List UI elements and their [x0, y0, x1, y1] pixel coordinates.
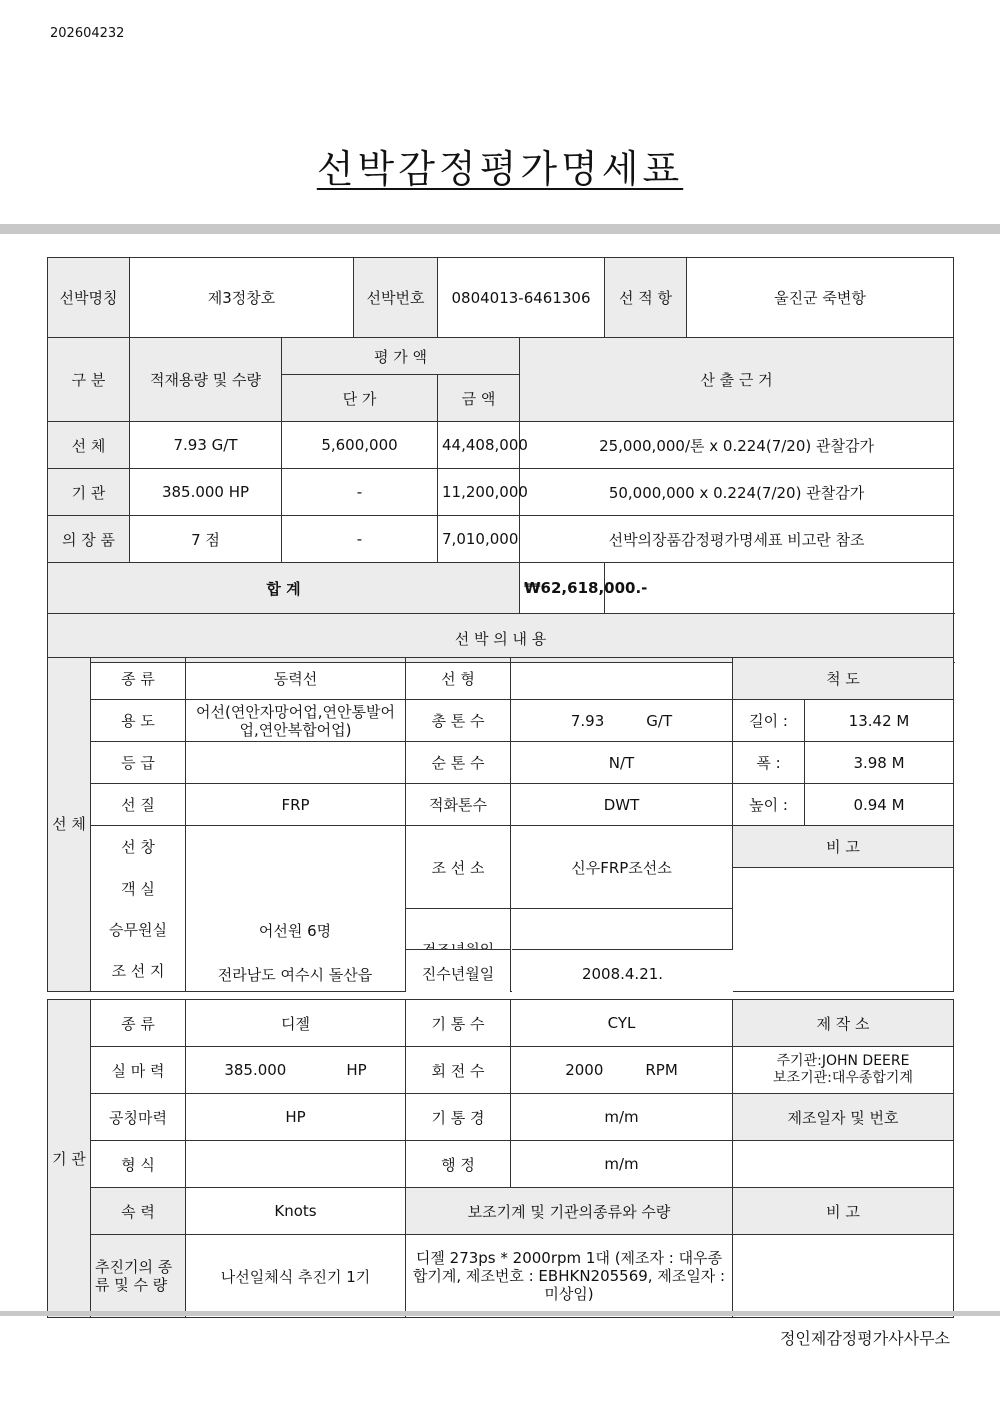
- vessel-number: 0804013-6461306: [438, 258, 605, 338]
- dwt-label: 적화톤수: [406, 784, 511, 826]
- hull-material: FRP: [186, 784, 406, 826]
- home-port-label: 선 적 항: [605, 258, 687, 338]
- cylinders-label: 기 통 수: [406, 1000, 511, 1047]
- maker: [733, 1047, 954, 1094]
- hull-form: [511, 658, 733, 700]
- dwt-unit: DWT: [603, 795, 640, 814]
- basis-header: 산 출 근 거: [520, 338, 954, 422]
- hull-form-label: 선 형: [406, 658, 511, 700]
- row-unit-price: 5,600,000: [282, 422, 438, 469]
- bore-unit: m/m: [604, 1108, 639, 1126]
- table-row: [48, 516, 954, 563]
- speed-unit: Knots: [274, 1202, 317, 1220]
- engine-type: 디젤: [186, 1000, 406, 1047]
- vessel-details-table: [47, 657, 954, 992]
- unit-price-header: 단 가: [282, 375, 438, 422]
- engine-remarks-label: 비 고: [733, 1188, 954, 1235]
- value-header: 평 가 액: [282, 338, 520, 375]
- hull-remarks: [733, 868, 954, 992]
- aux-machinery: 디젤 273ps * 2000rpm 1대 (제조자 : 대우종합기계, 제조번호 : EBHKN205569, 제조일자 : 미상임): [406, 1235, 733, 1318]
- gross-tonnage: [511, 700, 733, 742]
- nominal-power-unit: HP: [285, 1108, 306, 1126]
- cylinders-unit: CYL: [607, 1014, 636, 1032]
- row-label: 선 체: [48, 422, 130, 469]
- actual-power-unit: HP: [346, 1061, 367, 1079]
- engine-model: [186, 1141, 406, 1188]
- vessel-name: 제3정창호: [130, 258, 354, 338]
- rpm: [511, 1047, 733, 1094]
- valuation-table: [47, 257, 954, 663]
- hull-material-label: 선 질: [91, 784, 186, 826]
- office-name: 정인제감정평가사사무소: [779, 1329, 950, 1348]
- total-amount: ₩62,618,000.-: [520, 563, 605, 614]
- home-port: 울진군 죽변항: [687, 258, 954, 338]
- speed-label: 속 력: [91, 1188, 186, 1235]
- speed: [186, 1188, 406, 1235]
- hull-section-label: 선 체: [48, 658, 91, 992]
- launch-date: 2008.4.21.: [512, 949, 733, 1000]
- row-amount: 11,200,000: [438, 469, 520, 516]
- width-label: 폭 :: [733, 742, 805, 784]
- crew-quarters-label: 승무원실: [91, 909, 186, 950]
- total-label: 합 계: [48, 563, 520, 614]
- row-basis: 선박의장품감정평가명세표 비고란 참조: [520, 516, 954, 563]
- stroke-label: 행 정: [406, 1141, 511, 1188]
- vessel-number-label: 선박번호: [354, 258, 438, 338]
- hull-remarks-label: 비 고: [733, 826, 954, 868]
- hold-label: 선 창: [91, 826, 186, 868]
- row-capacity: 385.000 HP: [130, 469, 282, 516]
- row-basis: 25,000,000/톤 x 0.224(7/20) 관찰감가: [520, 422, 954, 469]
- height-label: 높이 :: [733, 784, 805, 826]
- hull-grade: [186, 742, 406, 784]
- shipyard-label: 조 선 소: [406, 826, 511, 909]
- maker-label: 제 작 소: [733, 1000, 954, 1047]
- engine-section-label: 기 관: [48, 1000, 91, 1318]
- page-title: 선박감정평가명세표: [316, 147, 684, 191]
- aux-machinery-label: 보조기계 및 기관의종류와 수량: [406, 1188, 733, 1235]
- bore-label: 기 통 경: [406, 1094, 511, 1141]
- table-row: [48, 422, 954, 469]
- dimensions-label: 척 도: [733, 658, 954, 700]
- category-header: 구 분: [48, 338, 130, 422]
- net-tonnage: [511, 742, 733, 784]
- gross-tonnage-value: 7.93: [570, 711, 605, 730]
- propulsion: 나선일체식 추진기 1기: [186, 1235, 406, 1318]
- top-divider: [0, 224, 1000, 234]
- launch-date-label: 진수년월일: [406, 949, 510, 1000]
- details-header: 선 박 의 내 용: [48, 614, 954, 663]
- row-label: 기 관: [48, 469, 130, 516]
- crew-quarters: 어선원 6명: [258, 922, 332, 940]
- build-location-label: 조 선 지: [91, 950, 186, 992]
- manufacture-date-label: 제조일자 및 번호: [733, 1094, 954, 1141]
- row-unit-price: -: [282, 516, 438, 563]
- maker-aux: 보조기관:대우종합기계: [773, 1070, 913, 1086]
- rpm-label: 회 전 수: [406, 1047, 511, 1094]
- build-location: 전라남도 여수시 돌산읍: [217, 966, 373, 984]
- row-amount: 7,010,000: [438, 516, 520, 563]
- engine-remarks: [733, 1235, 954, 1318]
- height: 0.94 M: [805, 784, 954, 826]
- width: 3.98 M: [805, 742, 954, 784]
- cylinders: [511, 1000, 733, 1047]
- shipyard: 신우FRP조선소: [511, 826, 733, 909]
- engine-table: [47, 999, 954, 1318]
- propulsion-label: 추진기의 종 류 및 수 량: [91, 1235, 186, 1318]
- actual-power: [186, 1047, 406, 1094]
- net-tonnage-unit: N/T: [608, 753, 635, 772]
- engine-type-label: 종 류: [91, 1000, 186, 1047]
- rpm-unit: RPM: [645, 1061, 678, 1079]
- hull-type: 동력선: [186, 658, 406, 700]
- length-label: 길이 :: [733, 700, 805, 742]
- gross-tonnage-label: 총 톤 수: [406, 700, 511, 742]
- table-row: [48, 469, 954, 516]
- manufacture-date: [733, 1141, 954, 1188]
- total-blank: [605, 563, 954, 614]
- hull-type-label: 종 류: [91, 658, 186, 700]
- gross-tonnage-unit: G/T: [646, 711, 673, 730]
- rpm-value: 2000: [565, 1061, 604, 1079]
- row-unit-price: -: [282, 469, 438, 516]
- row-basis: 50,000,000 x 0.224(7/20) 관찰감가: [520, 469, 954, 516]
- nominal-power: [186, 1094, 406, 1141]
- document-id: 202604232: [50, 26, 125, 41]
- vessel-name-label: 선박명칭: [48, 258, 130, 338]
- maker-main: 주기관:JOHN DEERE: [776, 1053, 910, 1069]
- nominal-power-label: 공칭마력: [91, 1094, 186, 1141]
- length: 13.42 M: [805, 700, 954, 742]
- amount-header: 금 액: [438, 375, 520, 422]
- stroke: [511, 1141, 733, 1188]
- engine-model-label: 형 식: [91, 1141, 186, 1188]
- dwt: [511, 784, 733, 826]
- net-tonnage-label: 순 톤 수: [406, 742, 511, 784]
- hull-grade-label: 등 급: [91, 742, 186, 784]
- row-capacity: 7.93 G/T: [130, 422, 282, 469]
- row-label: 의 장 품: [48, 516, 130, 563]
- bottom-divider: [0, 1311, 1000, 1316]
- hull-use: 어선(연안자망어업,연안통발어업,연안복합어업): [186, 700, 406, 742]
- row-capacity: 7 점: [130, 516, 282, 563]
- stroke-unit: m/m: [604, 1155, 639, 1173]
- bore: [511, 1094, 733, 1141]
- row-amount: 44,408,000: [438, 422, 520, 469]
- cabin-label: 객 실: [91, 868, 186, 909]
- actual-power-value: 385.000: [224, 1061, 287, 1079]
- capacity-header: 적재용량 및 수량: [130, 338, 282, 422]
- hull-use-label: 용 도: [91, 700, 186, 742]
- actual-power-label: 실 마 력: [91, 1047, 186, 1094]
